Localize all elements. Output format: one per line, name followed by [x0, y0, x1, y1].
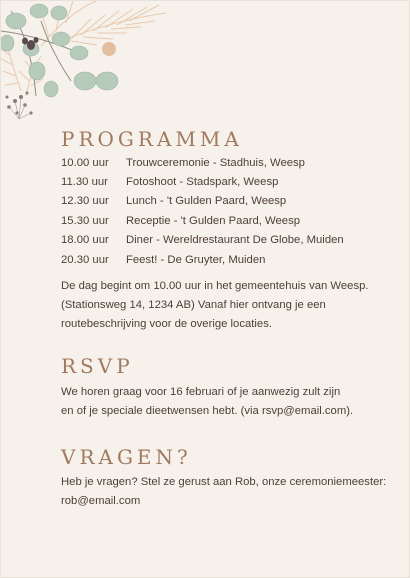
- rsvp-paragraph: [61, 383, 381, 421]
- paragraph-line: routebeschrijving voor de overige locaties.: [61, 318, 272, 330]
- floral-decoration-icon: [1, 1, 176, 131]
- schedule-event: Lunch - 't Gulden Paard, Weesp: [126, 195, 287, 208]
- programma-paragraph: [61, 277, 381, 334]
- paragraph-line: We horen graag voor 16 februari of je aanwezig zult zijn: [61, 386, 341, 398]
- email-link[interactable]: rob@email.com: [61, 495, 141, 507]
- schedule-row: [61, 250, 381, 269]
- schedule-time: 20.30 uur: [61, 253, 109, 266]
- paragraph-line: en of je speciale dieetwensen hebt. (via rsvp@email.com).: [61, 405, 354, 417]
- schedule-event: Receptie - 't Gulden Paard, Weesp: [126, 214, 301, 227]
- rsvp-heading: RSVP: [61, 354, 134, 378]
- schedule-event: Trouwceremonie - Stadhuis, Weesp: [126, 156, 305, 169]
- schedule-event: Fotoshoot - Stadspark, Weesp: [126, 176, 279, 189]
- schedule-row: [61, 172, 381, 191]
- schedule-time: 11.30 uur: [61, 176, 108, 189]
- schedule-list: [61, 153, 381, 269]
- schedule-time: 10.00 uur: [61, 156, 109, 169]
- programma-heading: PROGRAMMA: [61, 127, 243, 151]
- schedule-time: 15.30 uur: [61, 214, 109, 227]
- schedule-time: 18.00 uur: [61, 234, 109, 247]
- schedule-row: [61, 153, 381, 172]
- paragraph-line: Heb je vragen? Stel ze gerust aan Rob, onze ceremoniemeester:: [61, 476, 387, 488]
- paragraph-line: (Stationsweg 14, 1234 AB) Vanaf hier ontvang je een: [61, 299, 326, 311]
- schedule-time: 12.30 uur: [61, 195, 109, 208]
- schedule-event: Feest! - De Gruyter, Muiden: [126, 253, 266, 266]
- schedule-event: Diner - Wereldrestaurant De Globe, Muiden: [126, 234, 344, 247]
- vragen-paragraph: [61, 473, 391, 511]
- schedule-row: [61, 192, 381, 211]
- schedule-row: [61, 211, 381, 230]
- vragen-heading: VRAGEN?: [61, 445, 192, 469]
- schedule-row: [61, 231, 381, 250]
- paragraph-line: De dag begint om 10.00 uur in het gemeentehuis van Weesp.: [61, 280, 369, 292]
